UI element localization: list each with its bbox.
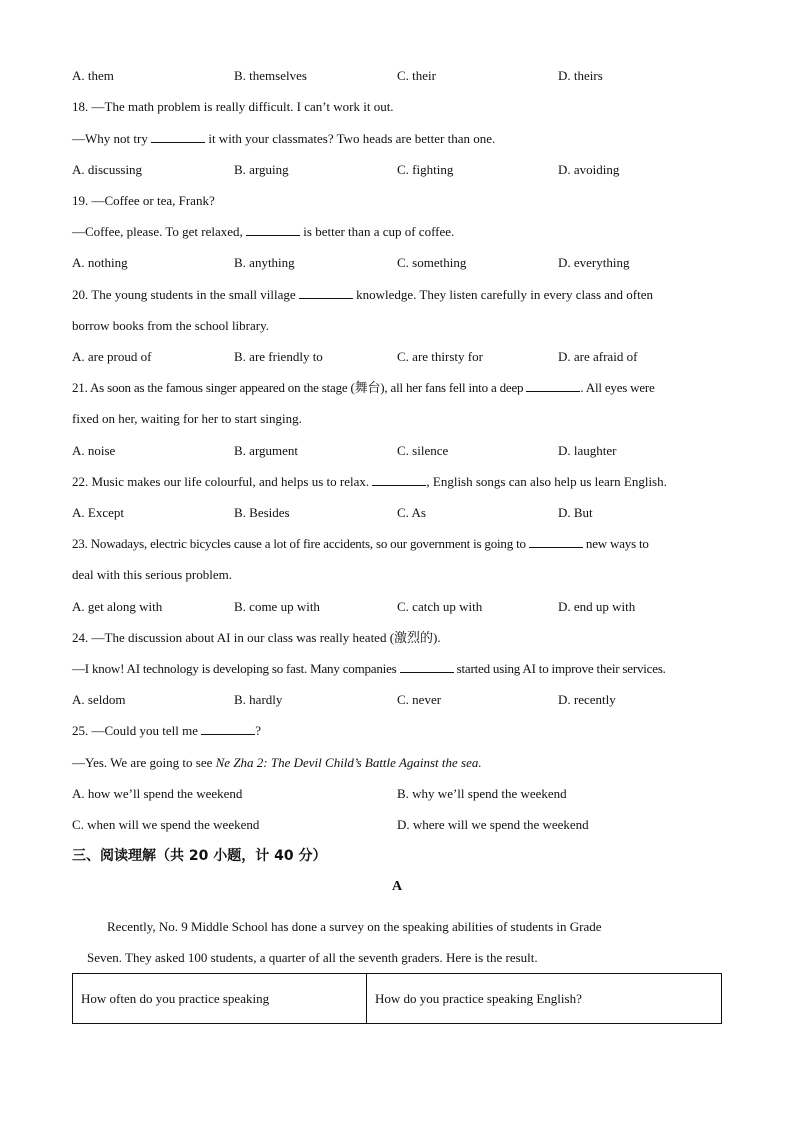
q21-stem-line1 <box>72 379 655 397</box>
q20-option-d: D. are afraid of <box>558 349 638 364</box>
q19-text-pre: —Coffee, please. To get relaxed, <box>72 224 243 239</box>
q21-option-a: A. noise <box>72 443 116 458</box>
q20-option-a: A. are proud of <box>72 349 152 364</box>
answer-blank <box>529 535 583 548</box>
q17-option-d: D. theirs <box>558 68 603 83</box>
q18-option-d: D. avoiding <box>558 162 620 177</box>
q24-option-c: C. never <box>397 692 442 707</box>
passage-line1: Recently, No. 9 Middle School has done a survey on the speaking abilities of students in Grade <box>107 919 602 934</box>
q22-option-a: A. Except <box>72 505 124 520</box>
table-header-frequency: How often do you practice speaking <box>73 974 367 1024</box>
q18-option-a: A. discussing <box>72 162 143 177</box>
q23-text-post: new ways to <box>585 536 649 551</box>
q23-option-a: A. get along with <box>72 599 163 614</box>
q23-stem-line1 <box>72 535 649 553</box>
q25-stem-line2 <box>72 754 482 772</box>
movie-title: Ne Zha 2: The Devil Child’s Battle Against the sea. <box>215 755 482 770</box>
q21-stem-line2: fixed on her, waiting for her to start singing. <box>72 411 302 426</box>
q25-option-c: C. when will we spend the weekend <box>72 817 260 832</box>
q22-option-c: C. As <box>397 505 426 520</box>
q25-stem-line1 <box>72 722 261 740</box>
q25-option-d: D. where will we spend the weekend <box>397 817 589 832</box>
q20-stem-line2: borrow books from the school library. <box>72 318 270 333</box>
q23-text-pre: 23. Nowadays, electric bicycles cause a lot of fire accidents, so our government is going to <box>72 536 526 551</box>
q21-option-d: D. laughter <box>558 443 617 458</box>
q17-option-c: C. their <box>397 68 436 83</box>
q23-stem-line2: deal with this serious problem. <box>72 567 232 582</box>
q22-option-b: B. Besides <box>234 505 290 520</box>
q19-text-post: is better than a cup of coffee. <box>303 224 455 239</box>
answer-blank <box>151 130 205 143</box>
answer-blank <box>526 379 580 392</box>
q24-stem-line2 <box>72 660 666 678</box>
section-heading: 三、阅读理解（共 20 小题，计 40 分） <box>72 848 327 864</box>
q18-option-c: C. fighting <box>397 162 454 177</box>
answer-blank <box>372 473 426 486</box>
passage-line2: Seven. They asked 100 students, a quarter of all the seventh graders. Here is the result. <box>87 950 538 965</box>
q21-option-c: C. silence <box>397 443 449 458</box>
q23-option-b: B. come up with <box>234 599 320 614</box>
survey-table <box>72 973 722 1024</box>
q24-text-post: started using AI to improve their services. <box>456 661 666 676</box>
q20-option-c: C. are thirsty for <box>397 349 483 364</box>
q19-option-b: B. anything <box>234 255 295 270</box>
q24-stem-line1: 24. —The discussion about AI in our class was really heated (激烈的). <box>72 630 441 645</box>
q24-option-a: A. seldom <box>72 692 126 707</box>
q20-text-pre: 20. The young students in the small village <box>72 287 296 302</box>
q24-option-b: B. hardly <box>234 692 283 707</box>
q19-stem-line1: 19. —Coffee or tea, Frank? <box>72 193 215 208</box>
q25-text-post: ? <box>255 723 262 738</box>
answer-blank <box>246 223 300 236</box>
q23-option-c: C. catch up with <box>397 599 483 614</box>
table-row <box>73 974 722 1024</box>
q19-stem-line2 <box>72 223 454 241</box>
q19-option-c: C. something <box>397 255 467 270</box>
q20-option-b: B. are friendly to <box>234 349 323 364</box>
q18-text-post: it with your classmates? Two heads are better than one. <box>208 131 496 146</box>
q22-option-d: D. But <box>558 505 593 520</box>
q25-text-pre: 25. —Could you tell me <box>72 723 199 738</box>
q21-text-post: . All eyes were <box>580 380 655 395</box>
q18-option-b: B. arguing <box>234 162 289 177</box>
q24-option-d: D. recently <box>558 692 616 707</box>
q17-option-b: B. themselves <box>234 68 307 83</box>
q25-option-b: B. why we’ll spend the weekend <box>397 786 567 801</box>
q17-option-a: A. them <box>72 68 114 83</box>
answer-blank <box>201 722 255 735</box>
q21-text-pre: 21. As soon as the famous singer appeared on the stage (舞台), all her fans fell into a deep <box>72 380 524 395</box>
table-header-method: How do you practice speaking English? <box>367 974 722 1024</box>
q21-option-b: B. argument <box>234 443 299 458</box>
q23-option-d: D. end up with <box>558 599 636 614</box>
passage-label: A <box>391 879 403 894</box>
q25-text-pre2: —Yes. We are going to see <box>72 755 213 770</box>
q19-option-a: A. nothing <box>72 255 128 270</box>
q18-stem-line1: 18. —The math problem is really difficult. I can’t work it out. <box>72 99 394 114</box>
q18-stem-line2 <box>72 130 495 148</box>
q20-stem-line1 <box>72 286 653 304</box>
q22-stem-line1 <box>72 473 667 491</box>
q19-option-d: D. everything <box>558 255 630 270</box>
q24-text-pre: —I know! AI technology is developing so fast. Many companies <box>72 661 397 676</box>
q25-option-a: A. how we’ll spend the weekend <box>72 786 243 801</box>
q20-text-post: knowledge. They listen carefully in every class and often <box>356 287 653 302</box>
q18-text-pre: —Why not try <box>72 131 148 146</box>
q22-text-post: , English songs can also help us learn English. <box>426 474 667 489</box>
answer-blank <box>299 286 353 299</box>
answer-blank <box>400 660 454 673</box>
q22-text-pre: 22. Music makes our life colourful, and helps us to relax. <box>72 474 370 489</box>
